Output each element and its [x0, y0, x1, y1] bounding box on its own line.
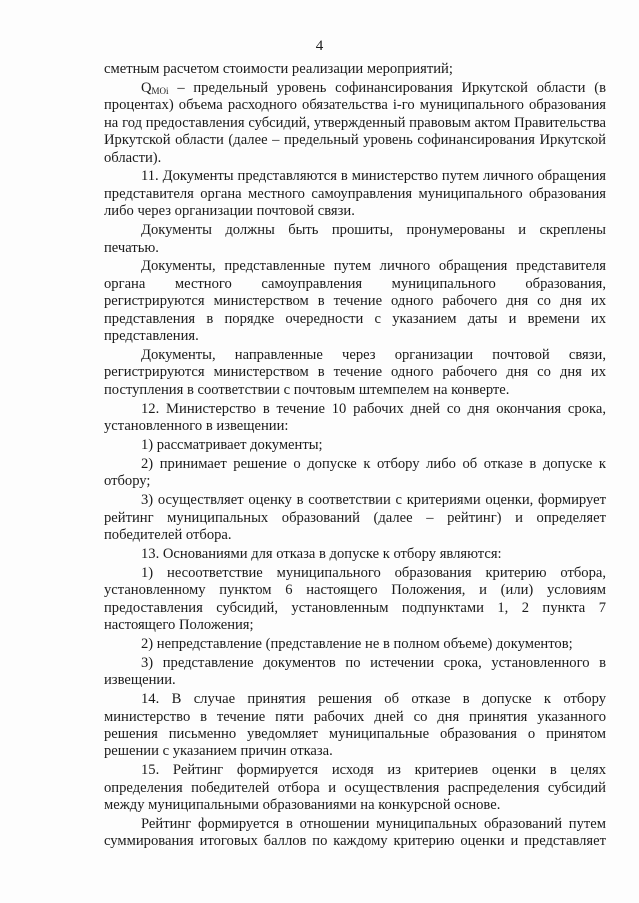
- paragraph-q-definition: [104, 80, 606, 167]
- list-item: 1) рассматривает документы;: [141, 437, 323, 454]
- list-item: 3) представление документов по истечении срока, установленного в извещении.: [104, 654, 606, 689]
- paragraph: Документы должны быть прошиты, пронумерованы и скреплены печатью.: [104, 222, 606, 256]
- paragraph: Документы, направленные через организации почтовой связи, регистрируются министерством в течение одного рабочего дня со дня их поступления в соответствии с почтовым штемпелем на конверте.: [104, 347, 606, 398]
- paragraph: сметным расчетом стоимости реализации мероприятий;: [104, 61, 453, 77]
- list-item: 2) принимает решение о допуске к отбору либо об отказе в допуске к отбору;: [104, 455, 606, 490]
- paragraph: 13. Основаниями для отказа в допуске к отбору являются:: [141, 545, 502, 562]
- paragraph: 12. Министерство в течение 10 рабочих дней со дня окончания срока, установленного в извещении:: [104, 400, 606, 435]
- paragraph: Документы, представленные путем личного обращения представителя органа местного самоуправления муниципального образования, регистрируются министерством в течение одного рабочего дня со дня их представления в порядке очередности с указанием даты и времени их представления.: [104, 258, 606, 345]
- list-item: 2) непредставление (представление не в полном объеме) документов;: [141, 636, 573, 652]
- definition-text: – предельный уровень софинансирования Иркутской области (в процентах) объема расходного обязательства i-го муниципального образования на год предоставления субсидий, утвержденный правовым актом Правительства Иркутской области (далее – предельный уровень софинансирования Иркутской области).: [104, 79, 606, 166]
- formula-symbol: Q: [141, 79, 152, 96]
- paragraph: 11. Документы представляются в министерство путем личного обращения представителя органа местного самоуправления муниципального образования либо через организации почтовой связи.: [104, 168, 606, 220]
- paragraph: 15. Рейтинг формируется исходя из критериев оценки в целях определения победителей отбора и осуществления распределения субсидий между муниципальными образованиями на конкурсной основе.: [104, 762, 606, 814]
- document-body: [104, 61, 606, 852]
- list-item: 1) несоответствие муниципального образования критерию отбора, установленному пунктом 6 настоящего Положения, и (или) условиям предоставления субсидий, установленным подпунктами 1, 2 пункта 7 настоящего Положения;: [104, 564, 606, 634]
- list-item: 3) осуществляет оценку в соответствии с критериями оценки, формирует рейтинг муниципальных образований (далее – рейтинг) и определяет победителей отбора.: [104, 492, 606, 544]
- paragraph: 14. В случае принятия решения об отказе в допуске к отбору министерство в течение пяти рабочих дней со дня принятия указанного решения письменно уведомляет муниципальные образования о принятом решении с указанием причин отказа.: [104, 691, 606, 760]
- paragraph: Рейтинг формируется в отношении муниципальных образований путем суммирования итоговых баллов по каждому критерию оценки и представляет: [104, 816, 606, 850]
- formula-subscript: MOi: [151, 85, 169, 96]
- page-number: 4: [315, 38, 324, 54]
